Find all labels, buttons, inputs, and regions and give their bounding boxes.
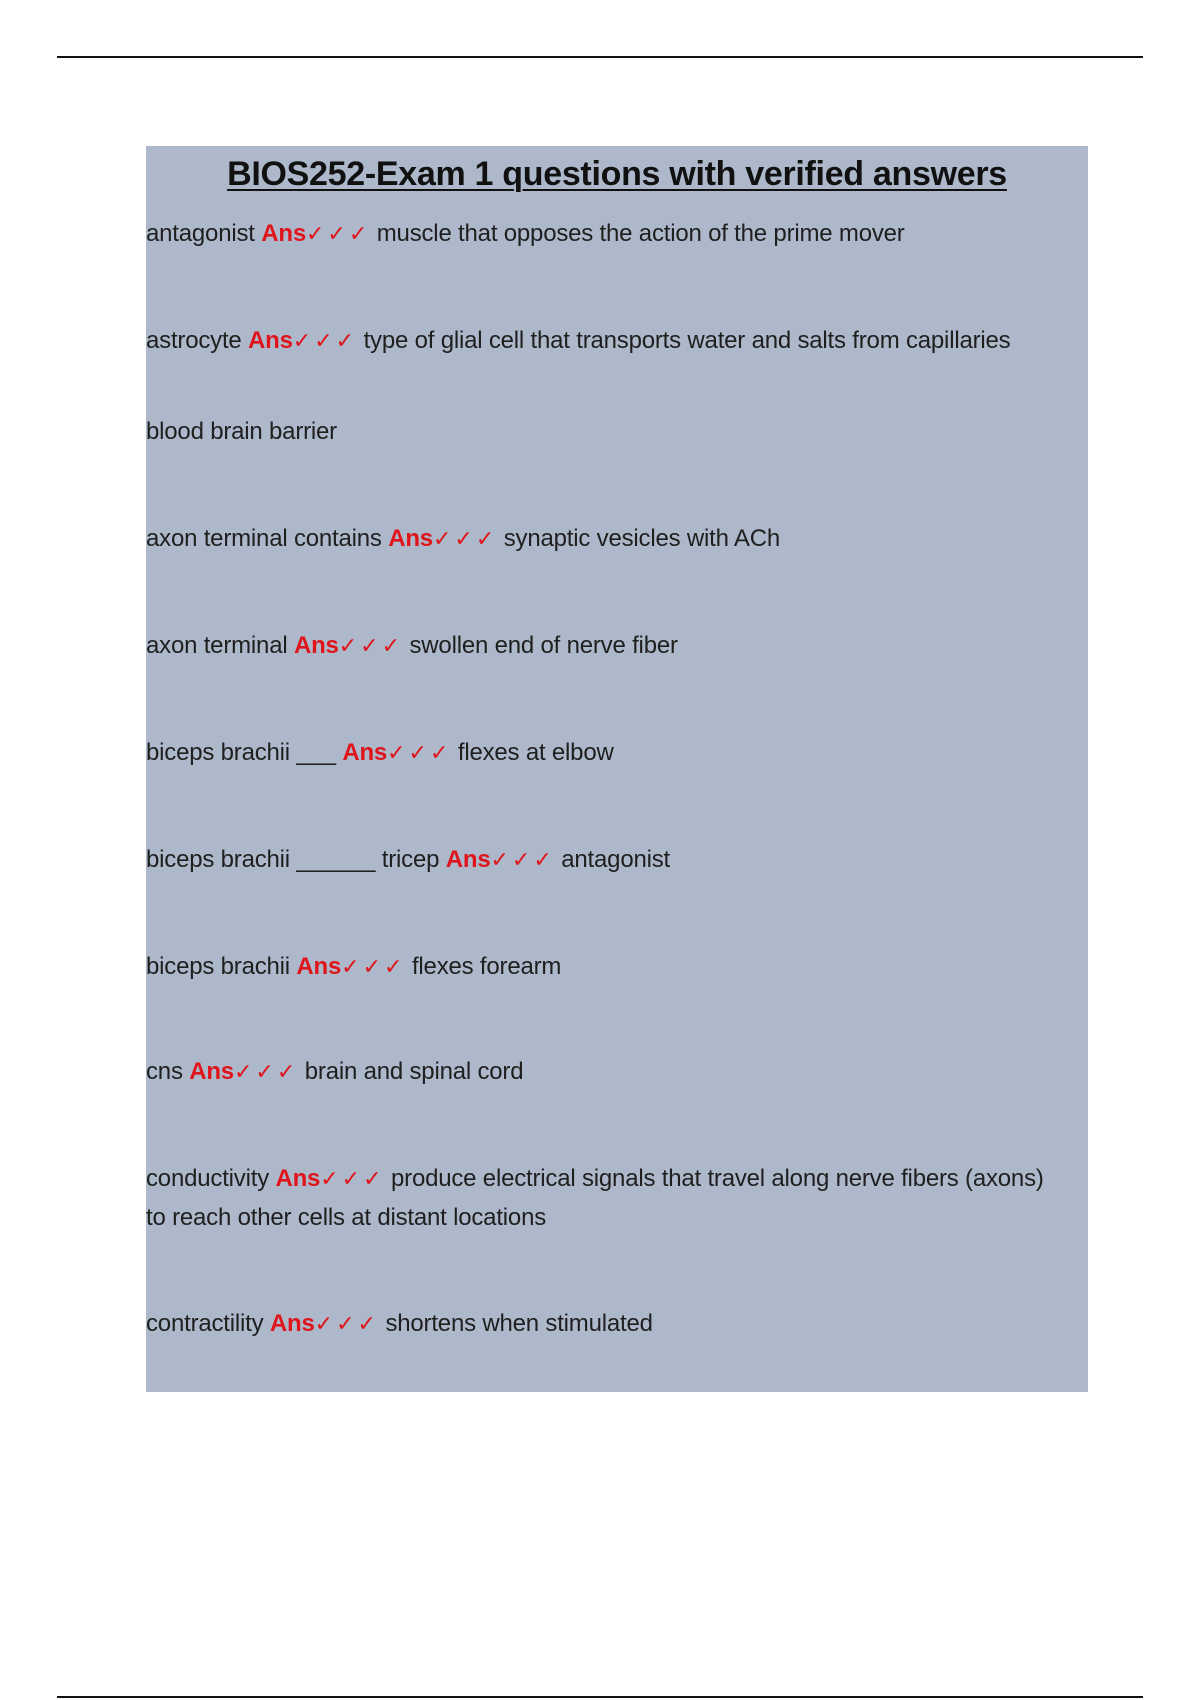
check-marks-icon: ✓✓✓ xyxy=(432,526,498,551)
ans-label: Ans xyxy=(293,632,339,659)
term: axon terminal contains xyxy=(146,525,382,552)
bottom-page-rule xyxy=(57,1696,1143,1698)
check-marks-icon: ✓✓✓ xyxy=(387,740,452,765)
ans-label: Ans xyxy=(342,739,388,766)
qa-entry-cns xyxy=(146,1052,1066,1091)
answer: swollen end of nerve fiber xyxy=(409,632,678,659)
qa-entry-axon-terminal xyxy=(146,626,1066,665)
qa-entry-biceps-brachii-tricep xyxy=(146,840,1066,879)
term: astrocyte xyxy=(146,327,242,354)
term: conductivity xyxy=(146,1165,269,1192)
answer: produce electrical signals that travel along nerve fibers (axons) to reach other cells at distant locations xyxy=(146,1165,1044,1231)
answer: flexes forearm xyxy=(411,953,562,980)
qa-entry-biceps-brachii-blank xyxy=(146,733,1066,772)
qa-entry-biceps-brachii xyxy=(146,947,1066,986)
check-marks-icon: ✓✓✓ xyxy=(490,847,555,872)
check-marks-icon: ✓✓✓ xyxy=(305,221,371,246)
answer: brain and spinal cord xyxy=(304,1058,524,1085)
term: contractility xyxy=(146,1310,264,1337)
answer: shortens when stimulated xyxy=(385,1310,653,1337)
term: antagonist xyxy=(146,220,255,247)
ans-label: Ans xyxy=(261,220,306,247)
check-marks-icon: ✓✓✓ xyxy=(338,633,404,658)
term: axon terminal xyxy=(146,632,288,659)
term: cns xyxy=(146,1058,183,1085)
check-marks-icon: ✓✓✓ xyxy=(292,328,358,353)
check-marks-icon: ✓✓✓ xyxy=(320,1166,385,1191)
answer: type of glial cell that transports water and salts from capillaries xyxy=(363,327,1011,354)
qa-entry-axon-terminal-contains xyxy=(146,519,1066,558)
answer: muscle that opposes the action of the prime mover xyxy=(376,220,905,247)
check-marks-icon: ✓✓✓ xyxy=(314,1311,379,1336)
qa-entry-contractility xyxy=(146,1304,1066,1343)
qa-entry-astrocyte-continuation: blood brain barrier xyxy=(146,418,337,445)
qa-entry-antagonist xyxy=(146,214,1066,253)
ans-label: Ans xyxy=(275,1165,321,1192)
ans-label: Ans xyxy=(296,953,342,980)
term: biceps brachii ___ xyxy=(146,739,336,766)
ans-label: Ans xyxy=(189,1058,234,1085)
document-title: BIOS252-Exam 1 questions with verified answers xyxy=(227,155,1007,193)
qa-entry-astrocyte xyxy=(146,321,1066,360)
exam-content-panel xyxy=(146,146,1088,1392)
ans-label: Ans xyxy=(388,525,433,552)
check-marks-icon: ✓✓✓ xyxy=(233,1059,299,1084)
top-page-rule xyxy=(57,56,1143,58)
term: biceps brachii ______ tricep xyxy=(146,846,440,873)
answer: flexes at elbow xyxy=(457,739,614,766)
term: biceps brachii xyxy=(146,953,290,980)
check-marks-icon: ✓✓✓ xyxy=(341,954,406,979)
answer: synaptic vesicles with ACh xyxy=(503,525,780,552)
ans-label: Ans xyxy=(248,327,293,354)
ans-label: Ans xyxy=(269,1310,315,1337)
ans-label: Ans xyxy=(445,846,491,873)
qa-entry-conductivity xyxy=(146,1159,1066,1237)
answer: antagonist xyxy=(561,846,671,873)
